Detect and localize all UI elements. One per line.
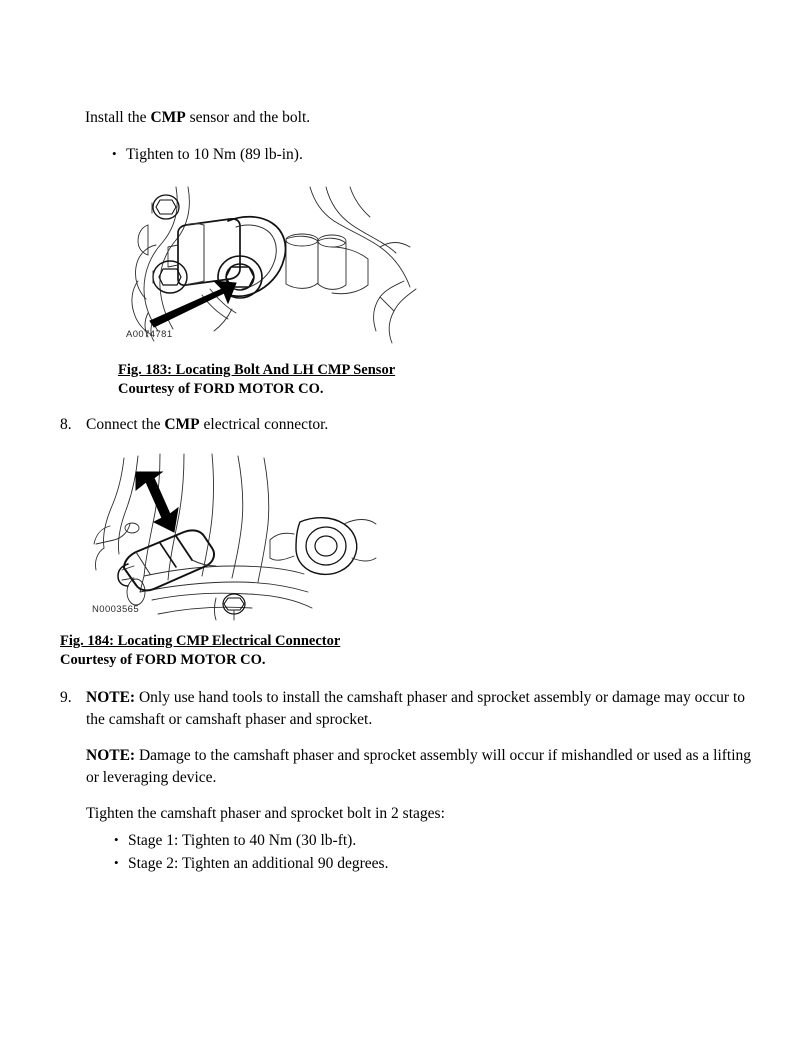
step-8-text-leading: Connect the [86, 416, 165, 433]
step-9-note-1 [86, 687, 752, 730]
step-8-number: 8. [60, 416, 72, 433]
step-8-text-trailing: electrical connector. [199, 416, 329, 433]
step-9-note-2 [86, 745, 752, 788]
step-9 [60, 687, 752, 825]
step-9-tighten-instruction: Tighten the camshaft phaser and sprocket bolt in 2 stages: [86, 805, 445, 822]
figure-184-id-label: N0003565 [92, 604, 140, 615]
stage-bullet-list [114, 829, 714, 875]
figure-184-caption [60, 632, 620, 670]
cmp-electrical-connector-line-art [88, 452, 378, 622]
step-8-term-cmp: CMP [164, 416, 200, 433]
note-label: NOTE: [86, 689, 136, 706]
step-8-text [86, 414, 750, 436]
intro-bullet-list [112, 143, 732, 166]
callout-arrow-icon [136, 472, 178, 532]
figure-184-title: Fig. 184: Locating CMP Electrical Connector [60, 633, 341, 649]
list-item: • Stage 2: Tighten an additional 90 degrees. [114, 852, 714, 875]
list-item: • Stage 1: Tighten to 40 Nm (30 lb-ft). [114, 829, 714, 852]
step-9-number: 9. [60, 689, 72, 706]
note-label: NOTE: [86, 747, 136, 764]
list-item: • Tighten to 10 Nm (89 lb-in). [112, 143, 732, 166]
step-9-body [86, 687, 752, 825]
figure-184-courtesy: Courtesy of FORD MOTOR CO. [60, 652, 266, 668]
figure-183 [118, 185, 428, 345]
intro-text-leading: Install the [85, 109, 151, 126]
figure-184 [88, 452, 388, 622]
intro-term-cmp: CMP [150, 109, 186, 126]
figure-183-illustration [118, 185, 428, 345]
figure-183-id-label: A0074781 [126, 329, 173, 340]
intro-text-trailing: sensor and the bolt. [185, 109, 311, 126]
step-8 [60, 414, 750, 436]
figure-183-caption [118, 361, 678, 399]
intro-paragraph [85, 107, 745, 128]
figure-184-illustration [88, 452, 388, 622]
note-text: Only use hand tools to install the camshaft phaser and sprocket assembly or damage may occur to the camshaft or camshaft phaser and sprocket. [86, 689, 746, 728]
step-8-body [86, 414, 750, 436]
note-text: Damage to the camshaft phaser and sprocket assembly will occur if mishandled or used as a lifting or leveraging device. [86, 747, 752, 786]
figure-183-courtesy: Courtesy of FORD MOTOR CO. [118, 381, 324, 397]
cmp-sensor-bolt-line-art [118, 185, 418, 345]
figure-183-title: Fig. 183: Locating Bolt And LH CMP Sensor [118, 362, 396, 378]
